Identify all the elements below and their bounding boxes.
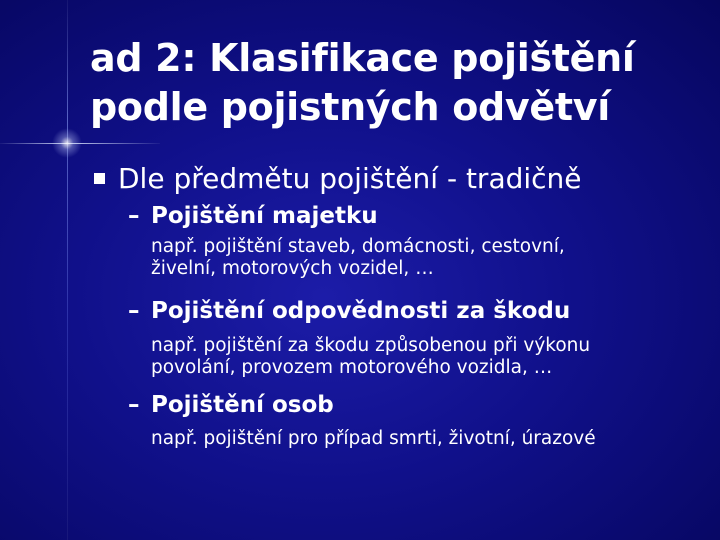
slide-title-line-1: ad 2: Klasifikace pojištění — [90, 36, 635, 80]
slide-title — [90, 34, 700, 132]
subitem-heading: Pojištění odpovědnosti za škodu — [151, 298, 571, 324]
bullet-text: Dle předmětu pojištění - tradičně — [118, 162, 582, 195]
example-line: povolání, provozem motorového vozidla, … — [151, 357, 553, 378]
subitem-heading: Pojištění majetku — [151, 203, 378, 229]
subitem-example — [151, 236, 711, 280]
example-line: např. pojištění pro případ smrti, životní, úrazové — [151, 428, 596, 449]
sparkle-icon — [52, 128, 82, 158]
dash-marker: – — [128, 392, 140, 418]
decorative-vertical-line — [67, 0, 68, 540]
example-line: např. pojištění staveb, domácnosti, cestovní, — [151, 236, 565, 257]
example-line: např. pojištění za škodu způsobenou při výkonu — [151, 335, 591, 356]
square-bullet-icon — [94, 173, 105, 184]
example-line: živelní, motorových vozidel, … — [151, 258, 434, 279]
decorative-horizontal-line — [0, 143, 160, 144]
subitem-example — [151, 428, 711, 450]
slide-title-line-2: podle pojistných odvětví — [90, 85, 610, 129]
subitem-heading: Pojištění osob — [151, 392, 334, 418]
dash-marker: – — [128, 298, 140, 324]
subitem-example — [151, 335, 711, 379]
dash-marker: – — [128, 203, 140, 229]
